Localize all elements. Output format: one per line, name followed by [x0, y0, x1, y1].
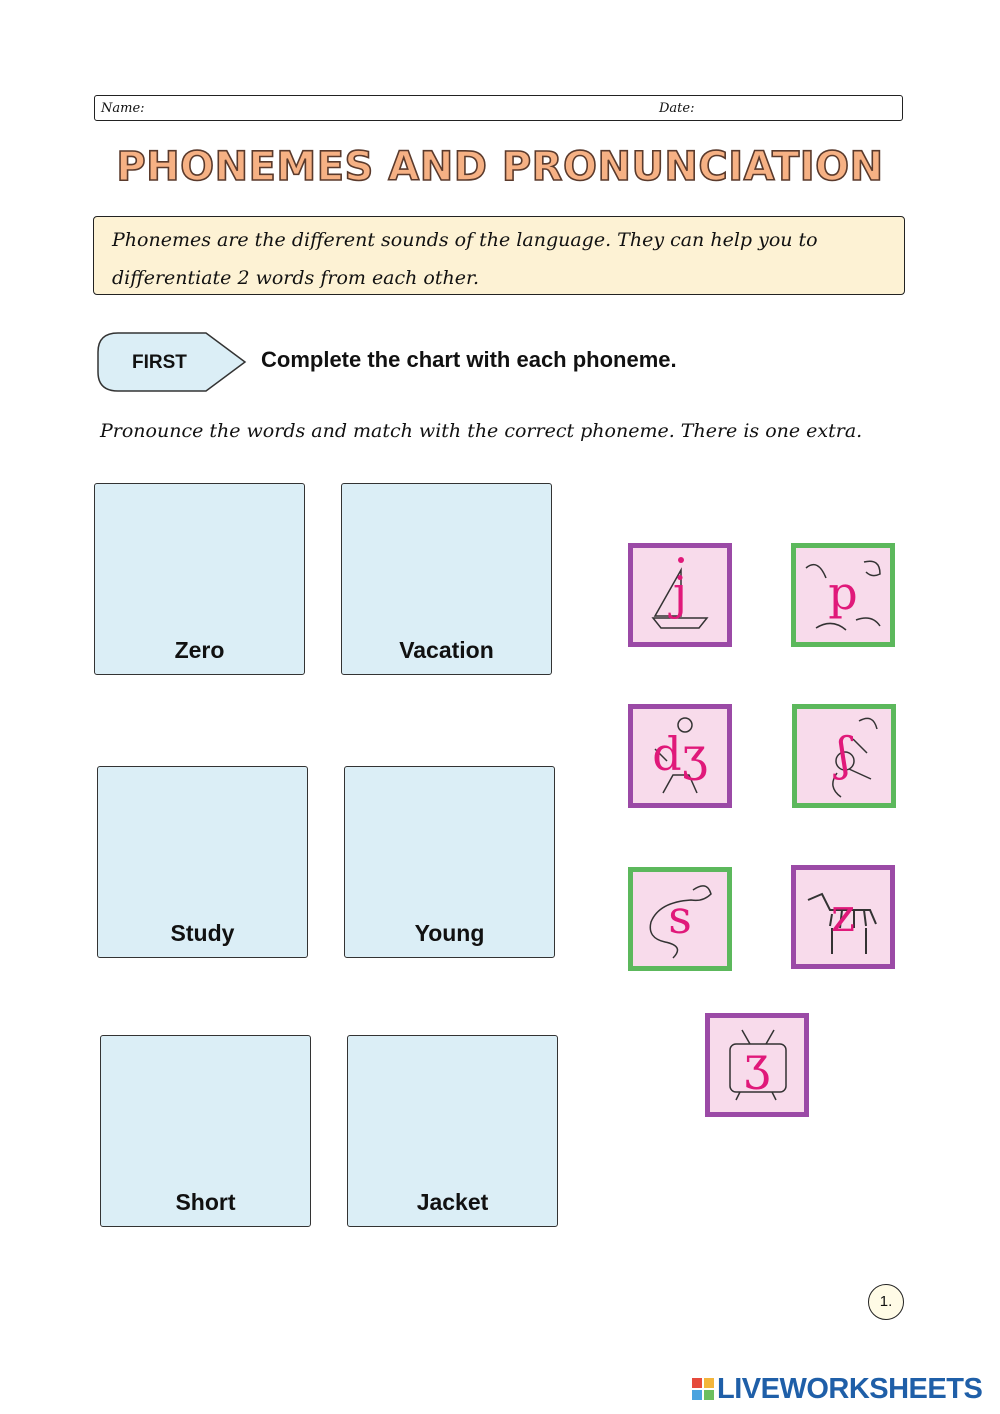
instruction-text: Complete the chart with each phoneme. — [261, 347, 677, 372]
name-label: Name: — [101, 101, 145, 116]
drop-box-zero[interactable] — [94, 483, 305, 675]
phoneme-card-s[interactable] — [628, 867, 732, 971]
phoneme-card-sh[interactable] — [792, 704, 896, 808]
phoneme-card-zh[interactable] — [705, 1013, 809, 1117]
phoneme-symbol: p — [828, 566, 858, 620]
phoneme-card-p[interactable] — [791, 543, 895, 647]
intro-box — [93, 216, 905, 295]
sub-instruction: Pronounce the words and match with the correct phoneme. There is one extra. — [100, 420, 863, 442]
first-tag-label: FIRST — [132, 352, 187, 373]
phoneme-symbol: j — [672, 566, 688, 620]
drop-box-vacation[interactable] — [341, 483, 552, 675]
name-date-bar — [94, 95, 903, 121]
drop-box-label: Study — [170, 920, 235, 946]
phoneme-card-dz[interactable] — [628, 704, 732, 808]
page-number: 1. — [868, 1284, 904, 1320]
drop-box-study[interactable] — [97, 766, 308, 958]
date-label: Date: — [659, 101, 695, 116]
drop-box-label: Young — [414, 920, 485, 946]
drop-box-young[interactable] — [344, 766, 555, 958]
phoneme-symbol: ʒ — [744, 1036, 770, 1090]
page-title: PHONEMES AND PRONUNCIATION — [116, 144, 884, 190]
drop-box-label: Vacation — [399, 637, 494, 663]
drop-box-label: Zero — [174, 637, 225, 663]
liveworksheets-logo-icon — [691, 1377, 715, 1401]
phoneme-symbol: dʒ — [652, 727, 708, 781]
phoneme-symbol: ʃ — [837, 727, 851, 781]
phoneme-card-z[interactable] — [791, 865, 895, 969]
phoneme-card-j[interactable] — [628, 543, 732, 647]
brand-text: LIVEWORKSHEETS — [717, 1373, 983, 1405]
phoneme-symbol: s — [668, 890, 692, 944]
drop-box-short[interactable] — [100, 1035, 311, 1227]
intro-line-2: differentiate 2 words from each other. — [112, 267, 480, 289]
drop-box-jacket[interactable] — [347, 1035, 558, 1227]
first-tag — [96, 332, 248, 399]
intro-line-1: Phonemes are the different sounds of the language. They can help you to — [112, 229, 818, 251]
drop-box-label: Short — [175, 1189, 236, 1215]
drop-box-label: Jacket — [416, 1189, 489, 1215]
phoneme-symbol: z — [830, 888, 856, 942]
